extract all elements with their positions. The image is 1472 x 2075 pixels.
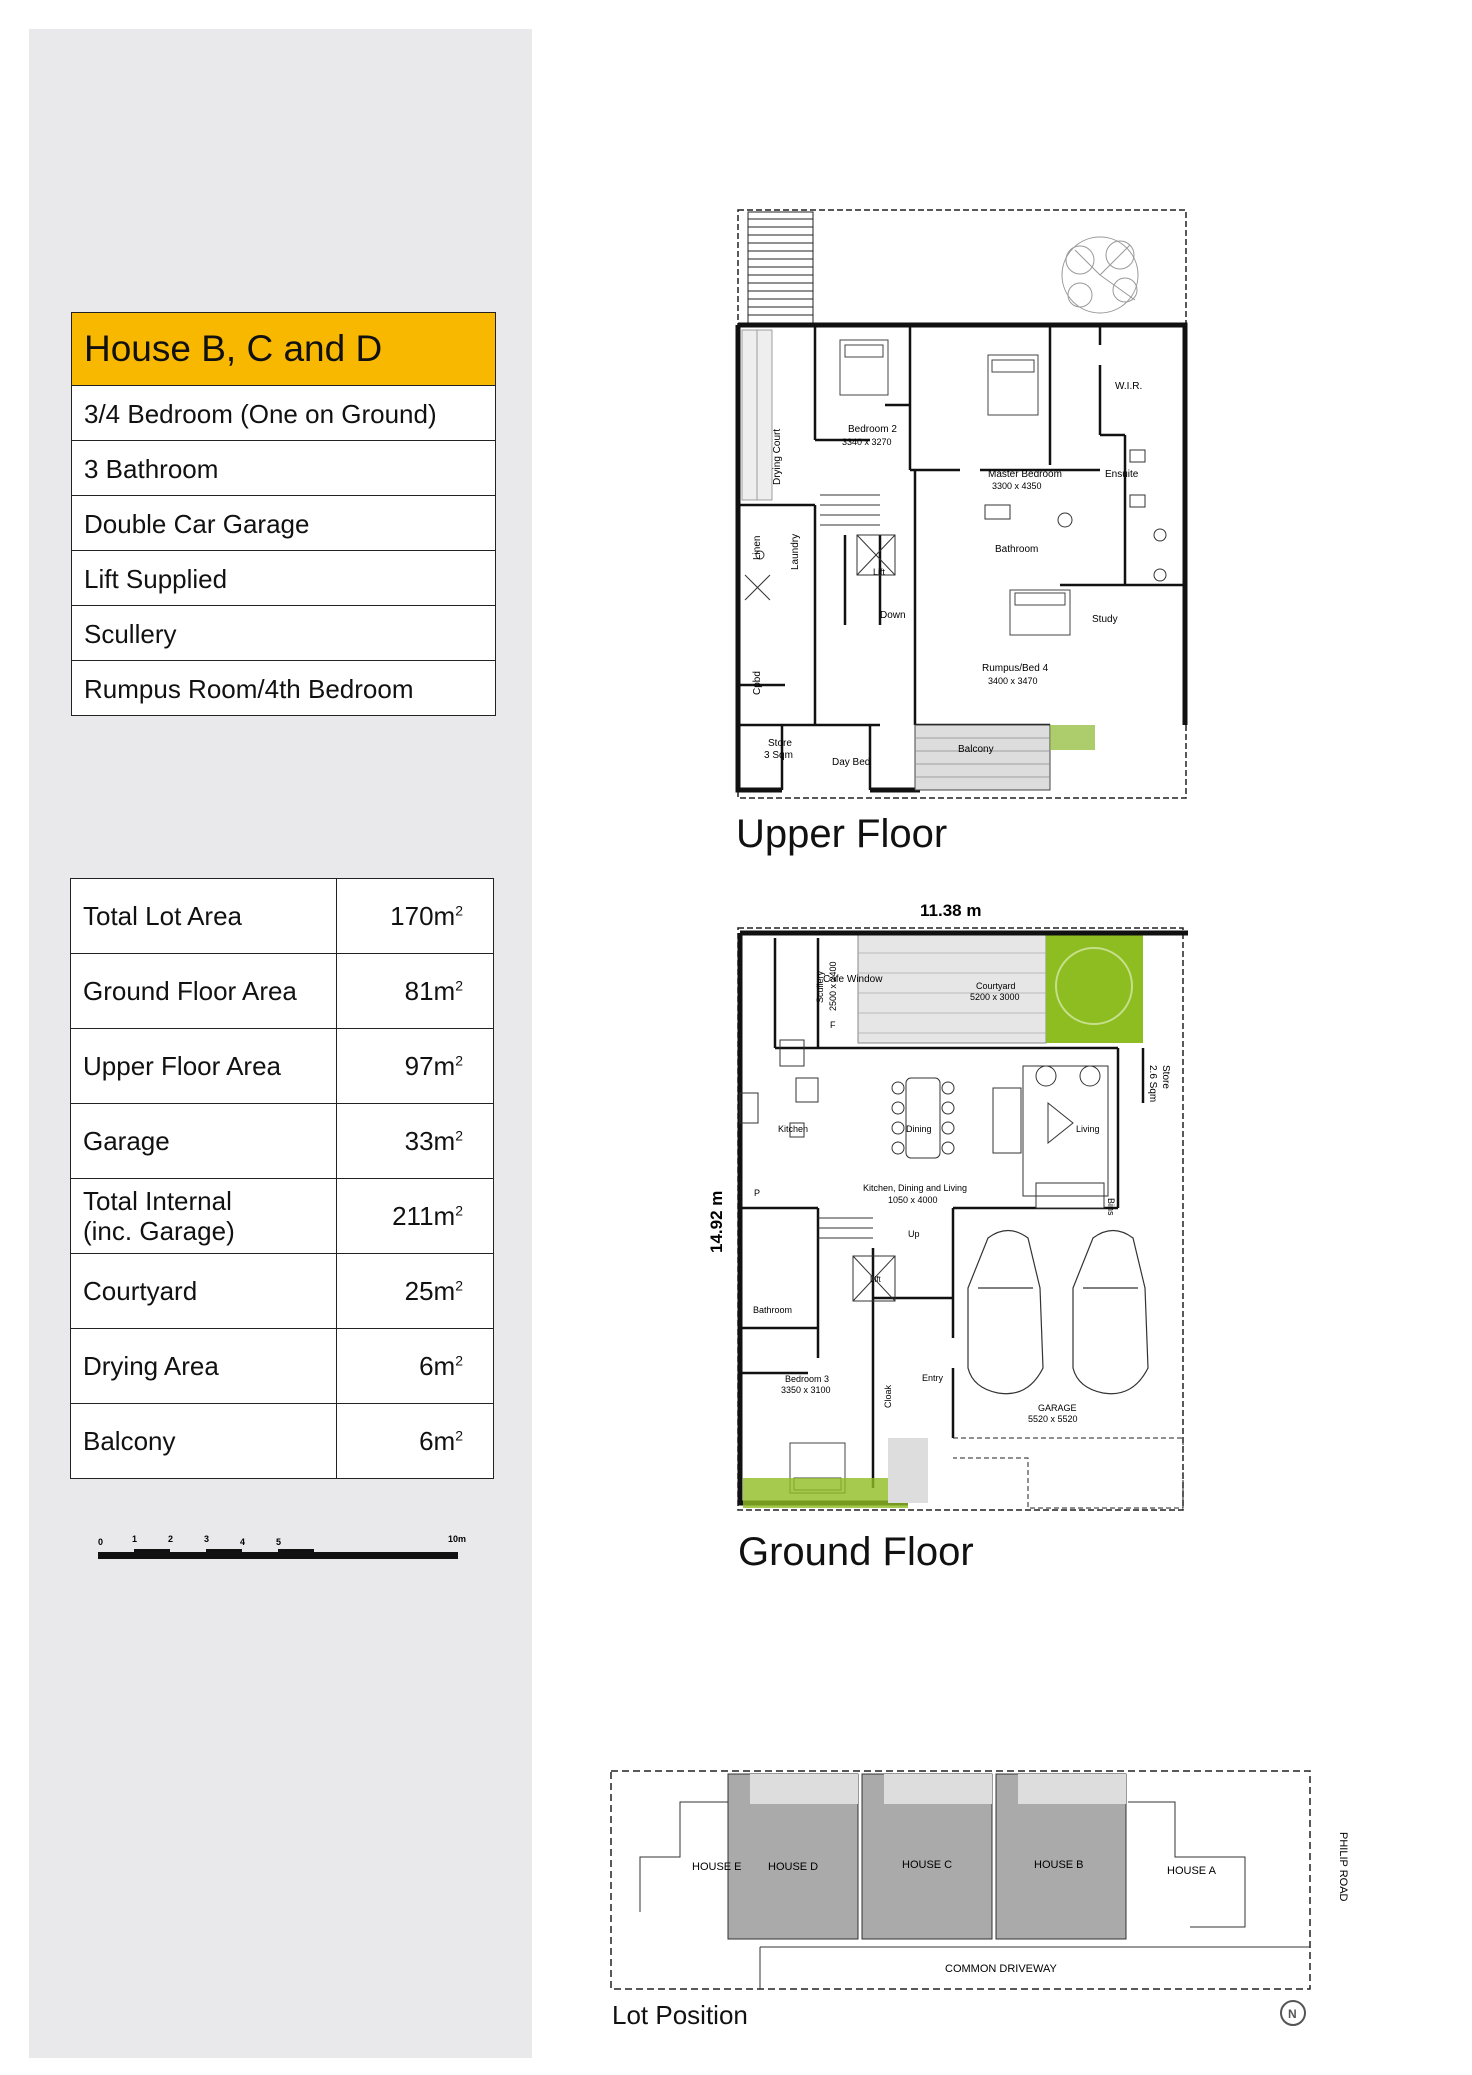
area-row: [71, 1254, 494, 1329]
lot-position-title: Lot Position: [612, 2000, 748, 2030]
ground-floor-title: Ground Floor: [738, 1530, 974, 1574]
area-label: Ground Floor Area: [71, 954, 337, 1029]
area-row: [71, 1404, 494, 1479]
scale-tick: 5: [276, 1537, 282, 1547]
room-label: Rumpus/Bed 4: [982, 663, 1049, 674]
room-size: 3350 x 3100: [781, 1385, 831, 1395]
feature-item: Double Car Garage: [72, 496, 495, 551]
feature-item: 3 Bathroom: [72, 441, 495, 496]
scale-tick: 4: [240, 1537, 246, 1547]
room-size: 3300 x 4350: [992, 481, 1042, 491]
area-value: $6m^2$: [337, 1329, 494, 1404]
room-label: Laundry: [790, 533, 801, 570]
feature-item: Lift Supplied: [72, 551, 495, 606]
north-arrow-icon: [1278, 1998, 1308, 2028]
room-label: Cloak: [883, 1384, 893, 1408]
area-row: [71, 954, 494, 1029]
area-label: Total Lot Area: [71, 879, 337, 954]
area-label: Garage: [71, 1104, 337, 1179]
room-size: 5520 x 5520: [1028, 1414, 1078, 1424]
area-row: [71, 1104, 494, 1179]
room-label: Entry: [922, 1373, 944, 1383]
room-label: Study: [1092, 614, 1118, 625]
room-size: 2500 x 2400: [828, 961, 838, 1011]
feature-item: 3/4 Bedroom (One on Ground): [72, 386, 495, 441]
room-label: Scullery: [815, 970, 825, 1003]
area-label: Courtyard: [71, 1254, 337, 1329]
features-title: House B, C and D: [72, 313, 495, 386]
area-value: $33m^2$: [337, 1104, 494, 1179]
room-label: Kitchen, Dining and Living: [863, 1183, 968, 1193]
lot-house: HOUSE E: [692, 1861, 742, 1873]
room-label: Bathroom: [995, 544, 1039, 555]
width-dimension: 11.38 m: [920, 901, 982, 920]
driveway-label: COMMON DRIVEWAY: [945, 1963, 1057, 1975]
room-label: Bathroom: [753, 1305, 793, 1315]
area-label: Upper Floor Area: [71, 1029, 337, 1104]
room-label: Bedroom 2: [848, 424, 897, 435]
area-row: [71, 1329, 494, 1404]
room-label: Store: [1160, 1065, 1171, 1089]
room-size: 2.6 Sqm: [1147, 1065, 1158, 1103]
area-value: $6m^2$: [337, 1404, 494, 1479]
feature-item: Scullery: [72, 606, 495, 661]
room-label: Cafe Window: [823, 974, 883, 985]
room-label: Bins: [1106, 1198, 1116, 1216]
room-label: Down: [880, 610, 906, 621]
room-label: Ensuite: [1105, 469, 1139, 480]
room-label: Dining: [906, 1124, 932, 1134]
area-label: Balcony: [71, 1404, 337, 1479]
room-label: Drying Court: [772, 428, 783, 485]
area-value: $170m^2$: [337, 879, 494, 954]
area-row: [71, 1179, 494, 1254]
scale-tick: 0: [98, 1537, 104, 1547]
room-size: 1050 x 4000: [888, 1195, 938, 1205]
room-label: Master Bedroom: [988, 469, 1062, 480]
room-label: Lift: [873, 567, 886, 577]
scale-end: 10m: [448, 1534, 467, 1544]
ground-floor-plan: [698, 898, 1193, 1518]
area-row: [71, 1029, 494, 1104]
scale-bar: [96, 1530, 476, 1570]
room-size: 3400 x 3470: [988, 676, 1038, 686]
room-size: 5200 x 3000: [970, 992, 1020, 1002]
area-label: Total Internal (inc. Garage): [71, 1179, 337, 1254]
area-label: Drying Area: [71, 1329, 337, 1404]
room-label: P: [754, 1188, 761, 1198]
room-label: Living: [1076, 1124, 1100, 1134]
area-value: $211m^2$: [337, 1179, 494, 1254]
lot-house: HOUSE B: [1034, 1859, 1084, 1871]
road-label: PHILIP ROAD: [1337, 1832, 1349, 1902]
room-label: GARAGE: [1038, 1403, 1077, 1413]
room-label: Courtyard: [976, 981, 1016, 991]
room-size: 3 Sqm: [764, 750, 793, 761]
room-label: Store: [768, 738, 792, 749]
scale-tick: 2: [168, 1534, 174, 1544]
room-label: Kitchen: [778, 1124, 809, 1134]
svg-text:N: N: [1288, 2007, 1297, 2021]
room-label: Lift: [870, 1275, 881, 1284]
area-value: $81m^2$: [337, 954, 494, 1029]
feature-item: Rumpus Room/4th Bedroom: [84, 674, 414, 704]
room-label: W.I.R.: [1115, 381, 1143, 392]
area-table: [70, 878, 494, 1479]
room-label: Day Bed: [832, 757, 871, 768]
area-row: [71, 879, 494, 954]
room-label: Balcony: [958, 744, 994, 755]
upper-floor-plan: [730, 205, 1190, 805]
room-label: F: [830, 1020, 836, 1030]
room-label: Linen: [752, 535, 763, 560]
area-value: $97m^2$: [337, 1029, 494, 1104]
lot-position-plan: [600, 1762, 1360, 2012]
lot-house: HOUSE D: [768, 1861, 819, 1873]
room-label: Cpbd: [752, 671, 763, 695]
lot-house: HOUSE C: [902, 1859, 953, 1871]
scale-tick: 3: [204, 1534, 210, 1544]
scale-tick: 1: [132, 1534, 138, 1544]
features-table: [71, 312, 496, 716]
room-label: Up: [908, 1229, 920, 1239]
upper-floor-title: Upper Floor: [736, 812, 948, 856]
room-label: Bedroom 3: [785, 1374, 830, 1384]
lot-house: HOUSE A: [1167, 1865, 1216, 1877]
area-value: $25m^2$: [337, 1254, 494, 1329]
room-size: 3340 x 3270: [842, 437, 892, 447]
depth-dimension: 14.92 m: [707, 1190, 726, 1253]
